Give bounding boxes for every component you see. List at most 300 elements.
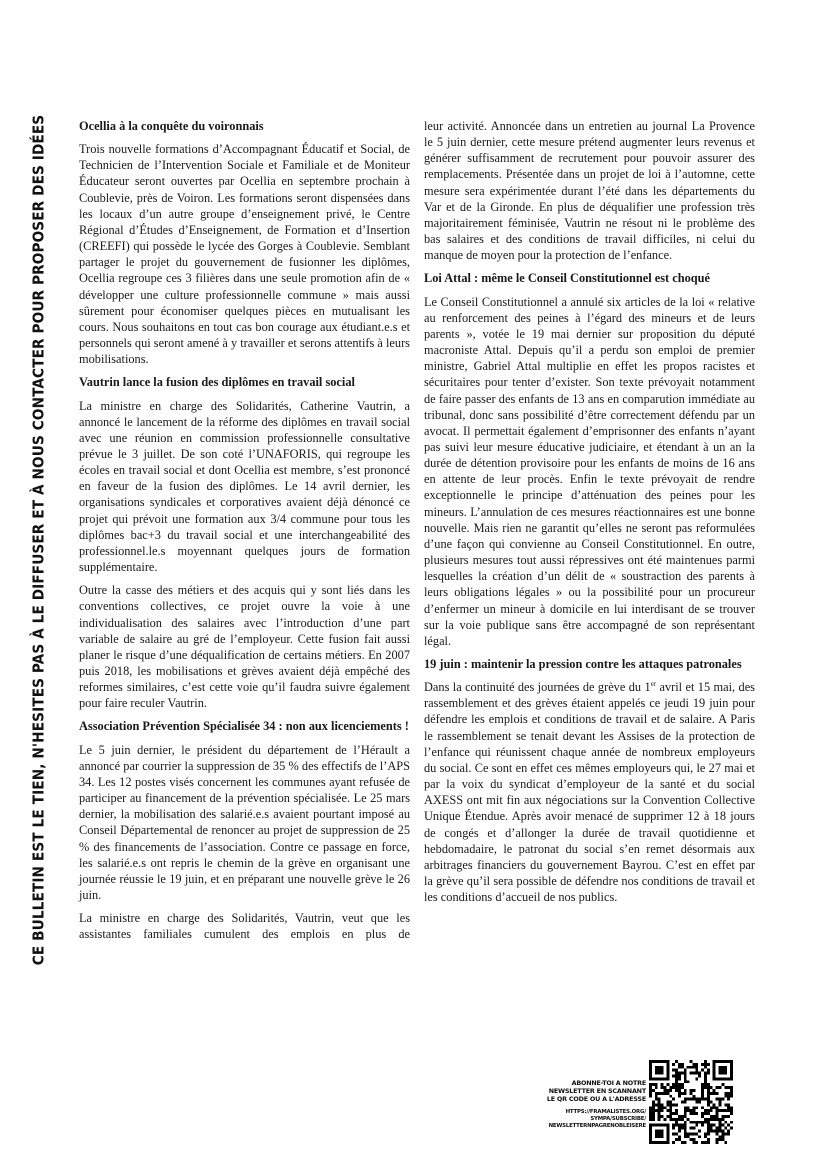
qr-module [672,1098,675,1101]
qr-module [675,1083,678,1086]
article-paragraph: La ministre en charge des Solidarités, Catherine Vautrin, a annoncé le lancement de la réforme des diplômes en travail social avec une réunion en commission professionnelle consultative prévue le 3 juillet. De son coté l’UNAFORIS, qui regroupe les écoles en travail social et dont Ocellia est membre, s’est prononcé en faveur de la fusion des diplômes. Le 14 avril dernier, les organisations syndicales et corporatives avaient déjà dénoncé ce projet qui prévoit une formation aux 3/4 commune pour tous les diplômes bac+3 du travail social et une interchangeabilité des professionnel.le.s moyennant quelques jours de formation supplémentaire. [79,398,410,575]
qr-module [666,1060,669,1080]
qr-module [672,1074,675,1077]
qr-module [684,1130,687,1133]
qr-module [681,1101,684,1104]
qr-module [687,1118,690,1121]
qr-module [663,1092,666,1095]
qr-module [678,1130,681,1133]
qr-module [658,1112,661,1115]
qr-module [652,1103,655,1106]
qr-module [727,1124,730,1127]
qr-module [678,1086,681,1089]
qr-module [658,1115,661,1118]
qr-module [721,1138,724,1141]
qr-module [675,1074,678,1077]
qr-module [707,1083,710,1086]
qr-module [724,1121,727,1124]
qr-module [675,1086,678,1089]
qr-module [675,1132,678,1135]
qr-module [669,1101,672,1104]
article-paragraph: Le Conseil Constitutionnel a annulé six articles de la loi « relative au renforcement des peines à l’égard des mineurs et de leurs parents », votée le 19 mai dernier sur proposition du député macroniste Attal. Depuis qu’il a perdu son emploi de premier ministre, Gabriel Attal multiplie en effet les propos racistes et sécuritaires pour tenter d’exister. Son texte prévoyait notamment de faire passer des enfants de 13 ans en comparution immédiate au tribunal, donc sans possibilité d’être correctement défendu par un avocat. Il permettait également d’emprisonner des enfants n’ayant pas suivi leur mesure éducative judiciaire, et étendant à un an la durée de détention provisoire pour les enfants de moins de 16 ans en attente de leur procès. Enfin le texte prévoyait de rendre exceptionnelle le principe d’atténuation des peines pour les mineurs. L’annulation de ces mesures réactionnaires est une bonne nouvelle. Mais rien ne garantit qu’elles ne seront pas reformulées d’une façon qui convienne au Conseil Constitutionnel. En outre, plusieurs mesures tout aussi répressives ont été maintenues parmi lesquelles la création d’un délit de « soustraction des parents à leurs obligations légales » ou la possibilité pour un procureur d’enfermer un mineur à domicile en lui interdisant de se trouver sur la voie publique sans être accompagné de son représentant légal. [424,294,755,648]
qr-module [716,1115,719,1118]
qr-module [655,1098,658,1101]
qr-module [727,1095,730,1098]
qr-module [672,1141,675,1144]
qr-module [649,1095,652,1098]
qr-module [727,1098,730,1101]
qr-module [658,1106,661,1109]
qr-module [678,1063,681,1066]
qr-module [695,1077,698,1080]
qr-module [710,1109,713,1112]
qr-module [730,1095,733,1098]
qr-module [675,1103,678,1106]
qr-module [675,1112,678,1115]
qr-module [666,1101,669,1104]
qr-module [672,1063,675,1066]
qr-module [704,1109,707,1112]
qr-module [663,1106,666,1109]
qr-module [724,1115,727,1118]
qr-module [669,1118,672,1121]
qr-module [687,1098,690,1101]
qr-module [698,1074,701,1077]
qr-module [669,1089,672,1092]
qr-module [681,1141,684,1144]
qr-module [719,1138,722,1141]
qr-module [684,1132,687,1135]
qr-module [678,1095,681,1098]
qr-module [727,1106,730,1109]
qr-module [724,1103,727,1106]
qr-module [692,1132,695,1135]
qr-module [701,1083,704,1086]
qr-module [695,1069,698,1072]
qr-module [716,1106,719,1109]
qr-module [707,1138,710,1141]
cta-line: ABONNE-TOI A NOTRE [571,1079,646,1087]
qr-module [678,1074,681,1077]
qr-module [727,1103,730,1106]
qr-module [661,1106,664,1109]
qr-module [675,1069,678,1072]
qr-module [727,1109,730,1112]
qr-module [690,1112,693,1115]
qr-module [672,1112,675,1115]
qr-module [687,1109,690,1112]
qr-module [713,1060,716,1080]
qr-module [669,1103,672,1106]
qr-module [727,1092,730,1095]
qr-module [716,1098,719,1101]
qr-module [684,1077,687,1080]
qr-module [701,1098,704,1101]
qr-module [716,1109,719,1112]
qr-module [684,1080,687,1083]
qr-module [730,1106,733,1109]
qr-module [655,1066,664,1075]
qr-module [681,1066,684,1069]
qr-module [655,1109,658,1112]
qr-module [649,1106,652,1109]
qr-module [649,1060,669,1063]
qr-module [701,1106,704,1109]
qr-module [678,1118,681,1121]
qr-module [678,1077,681,1080]
qr-module [707,1095,710,1098]
qr-module [678,1072,681,1075]
qr-module [719,1118,722,1132]
qr-module [713,1092,716,1095]
qr-module [681,1115,684,1118]
qr-module [721,1130,724,1133]
qr-module [727,1115,730,1118]
qr-module [730,1086,733,1089]
qr-module [701,1092,704,1095]
qr-module [684,1124,687,1127]
qr-module [675,1118,678,1121]
qr-module [666,1109,669,1112]
qr-module [692,1066,695,1069]
qr-module [724,1141,727,1144]
qr-module [658,1109,661,1112]
qr-module [704,1063,707,1066]
qr-module [707,1118,710,1132]
qr-module [716,1092,719,1095]
qr-module [704,1086,707,1089]
qr-module [704,1132,707,1135]
article-paragraph [424,679,755,905]
qr-module [721,1098,724,1101]
qr-module [649,1083,652,1086]
qr-module [666,1115,669,1118]
qr-module [695,1112,698,1115]
qr-module [678,1066,681,1069]
cta-line: NEWSLETTER EN SCANNANT [548,1087,646,1096]
qr-module [727,1130,730,1133]
qr-module [719,1098,722,1101]
qr-module [724,1086,727,1089]
qr-module [710,1106,713,1109]
qr-module [713,1089,716,1092]
qr-module [661,1086,664,1089]
qr-module [713,1106,716,1109]
qr-module [690,1060,693,1063]
qr-module [716,1141,719,1144]
qr-module [661,1092,664,1095]
qr-module [707,1069,710,1072]
qr-module [695,1098,698,1101]
qr-module [721,1118,724,1121]
qr-module [669,1095,672,1098]
qr-module [704,1141,707,1144]
qr-module [707,1141,710,1144]
qr-module [652,1112,655,1115]
qr-module [684,1121,687,1124]
qr-module [701,1124,704,1127]
qr-module [704,1074,707,1077]
qr-module [707,1132,710,1135]
qr-module [707,1103,710,1106]
qr-module [719,1066,728,1075]
qr-module [652,1106,655,1109]
qr-module [724,1127,727,1130]
newsletter-text [546,1079,646,1130]
qr-module [690,1127,693,1130]
qr-module [730,1089,733,1092]
qr-module [698,1101,701,1104]
qr-module [710,1101,713,1104]
qr-module [695,1066,698,1069]
qr-module [661,1083,664,1086]
qr-module [663,1086,666,1089]
qr-module [690,1089,693,1092]
qr-module [690,1121,693,1124]
qr-module [721,1083,724,1086]
qr-module [672,1124,675,1127]
qr-module [684,1098,687,1101]
qr-module [730,1127,733,1130]
qr-module [701,1112,704,1115]
qr-module [707,1072,710,1075]
qr-module [649,1112,652,1115]
qr-module [649,1077,669,1080]
qr-module [655,1130,664,1139]
qr-module [675,1109,678,1112]
qr-module [690,1066,693,1069]
article-paragraph: Trois nouvelle formations d’Accompagnant Éducatif et Social, de Technicien de l’Intervention Sociale et Familiale et de Moniteur Éducateur seront ouvertes par Ocellia en septembre prochain à Coublevie, près de Voiron. Les formations seront dispensées dans les locaux d’un autre groupe d’enseignement privé, le Centre Régional d’Études d’Enseignement, de Formation et d’Insertion (CREEFI) qui possède le lycée des Gorges à Coublevie. Semblant partager le projet du gouvernement de fusionner les diplômes, Ocellia regroupe ces 3 filières dans une seule promotion afin de « développer une culture professionnelle commune » mais aussi sûrement pour économiser quelques pièces en mutualisant les cours. Nous souhaitons en tout cas bon courage aux étudiant.e.s et personnels qui seront amené à y travailler et serons attentifs à leurs mobilisations. [79,142,410,367]
qr-module [681,1072,684,1075]
qr-module [719,1109,722,1112]
qr-module [684,1141,687,1144]
qr-module [704,1080,707,1083]
qr-module [704,1118,707,1121]
qr-module [649,1109,652,1112]
qr-module [655,1103,658,1106]
qr-module [713,1060,733,1063]
side-banner-text: CE BULLETIN EST LE TIEN, N'HESITES PAS À LE DIFFUSER ET À NOUS CONTACTER POUR PROPOSER DES IDÉES [29,114,48,966]
qr-module [692,1138,695,1141]
newsletter-url[interactable] [546,1109,646,1131]
column-right [424,118,755,912]
qr-module [692,1141,695,1144]
qr-module [649,1124,669,1127]
qr-module [724,1095,727,1098]
qr-module [692,1072,695,1075]
qr-module [704,1112,707,1115]
qr-module [695,1141,698,1144]
qr-module [655,1086,658,1089]
qr-module [707,1086,710,1089]
qr-module [692,1112,695,1115]
qr-module [710,1127,713,1130]
qr-module [692,1063,695,1066]
qr-module [684,1089,687,1092]
qr-module [672,1127,675,1130]
column-left [79,118,410,943]
qr-module [692,1098,695,1101]
qr-module [701,1086,704,1089]
qr-module [698,1121,701,1124]
qr-module [687,1066,690,1069]
qr-module [658,1101,661,1104]
qr-module [690,1109,693,1112]
qr-module [684,1106,687,1109]
qr-module [719,1101,722,1104]
newsletter-box [546,1058,738,1146]
qr-module [681,1063,684,1066]
qr-module [672,1086,675,1089]
qr-module [727,1132,730,1135]
article-paragraph: Outre la casse des métiers et des acquis qui y sont liés dans les conventions collectives, ce projet ouvre la voie à une individualisation des salaires avec l’introduction d’une part variable de salaire au gré de l’employeur. Cette fusion fait aussi planer le risque d’une déqualification de certains métiers. En 2007 puis 2018, les mobilisations et grèves avaient déjà empêché des reformes similaires, c’est cette voie qu’il faudra suivre également pour faire reculer Vautrin. [79,583,410,711]
qr-module [663,1118,666,1121]
qr-module [684,1072,687,1075]
qr-module [710,1086,713,1089]
qr-module [649,1141,669,1144]
qr-module [713,1077,733,1080]
qr-module [684,1127,687,1130]
qr-module [649,1060,652,1080]
qr-module [675,1138,678,1141]
qr-module [678,1124,681,1127]
qr-module [684,1112,687,1115]
qr-module [690,1098,693,1101]
qr-module [669,1109,672,1112]
url-line: NEWSLETTERNPAGRENOBLEISERE [548,1123,646,1130]
qr-module [684,1115,687,1118]
qr-module [704,1077,707,1080]
qr-module [655,1092,658,1095]
qr-module [666,1103,669,1106]
qr-module [695,1132,698,1135]
qr-module [730,1092,733,1095]
qr-module [658,1118,661,1121]
qr-module [719,1086,722,1089]
qr-module [692,1109,695,1112]
qr-module [704,1121,707,1124]
article-title: Loi Attal : même le Conseil Constitutionnel est choqué [424,271,710,286]
qr-module [658,1092,661,1095]
qr-module [721,1124,724,1127]
qr-module [666,1092,669,1095]
qr-module [690,1138,693,1141]
qr-module [704,1098,707,1101]
qr-module [675,1072,678,1075]
qr-module [684,1101,687,1104]
cta-line: LE QR CODE OU A L'ADRESSE [546,1095,646,1104]
article-title: Association Prévention Spécialisée 34 : non aux licenciements ! [79,719,409,734]
qr-module [681,1083,684,1086]
article-paragraph: La ministre en charge des Solidarités, Vautrin, veut que les assistantes familiales cumulent des emplois en plus de [79,911,410,942]
qr-code-icon[interactable] [649,1060,733,1144]
qr-module [721,1115,724,1118]
url-line: HTTPS://FRAMALISTES.ORG/ [565,1108,646,1115]
qr-module [649,1089,652,1092]
qr-module [672,1069,675,1072]
qr-module [701,1063,704,1066]
qr-module [661,1103,664,1106]
qr-module [658,1098,661,1101]
qr-module [666,1083,669,1086]
qr-module [681,1118,684,1121]
qr-module [675,1080,678,1083]
qr-module [652,1089,655,1092]
article-paragraph: Le 5 juin dernier, le président du département de l’Hérault a annoncé par courrier la suppression de 35 % des effectifs de l’APS 34. Les 12 postes visés concernent les communes ayant refusée de participer au financement de la prévention spécialisée. Le 25 mars dernier, la mobilisation des salarié.e.s avaient pourtant imposé au Conseil Départemental de renoncer au projet de suppression de 25 % des financements de l’association. Contre ce passage en force, les salarié.e.s ont repris le chemin de la grève en organisant une journée réussie le 19 juin, et en préparant une nouvelle grève le 26 juin. [79,742,410,903]
qr-module [710,1115,713,1118]
qr-module [701,1115,704,1118]
qr-module [727,1086,730,1089]
qr-module [707,1101,710,1104]
qr-module [687,1135,690,1138]
qr-module [704,1083,707,1086]
qr-module [655,1095,658,1098]
qr-module [692,1121,695,1124]
qr-module [652,1101,655,1104]
qr-module [663,1089,666,1092]
qr-module [690,1132,693,1135]
qr-module [713,1115,716,1118]
qr-module [721,1109,724,1112]
qr-module [710,1092,713,1095]
qr-module [678,1127,681,1130]
qr-module [681,1086,684,1089]
qr-module [678,1089,681,1092]
qr-module [716,1132,719,1135]
qr-module [672,1083,675,1086]
qr-module [672,1118,675,1121]
qr-module [730,1112,733,1115]
qr-module [681,1092,684,1095]
qr-module [707,1112,710,1115]
qr-module [692,1095,695,1098]
qr-module [652,1083,655,1086]
qr-module [675,1121,678,1124]
qr-module [701,1069,704,1072]
newsletter-cta [546,1079,646,1104]
qr-module [695,1121,698,1124]
qr-module [695,1101,698,1104]
qr-module [707,1089,710,1092]
qr-module [730,1121,733,1124]
qr-module [666,1089,669,1092]
qr-module [713,1124,716,1127]
qr-module [675,1077,678,1080]
qr-module [695,1124,698,1127]
qr-module [704,1066,707,1069]
qr-module [684,1109,687,1112]
ordinal-suffix: er [650,680,657,689]
qr-module [719,1135,722,1138]
qr-module [669,1106,672,1109]
qr-module [681,1124,684,1127]
qr-module [649,1086,652,1089]
qr-module [675,1124,678,1127]
qr-module [649,1124,652,1144]
qr-module [701,1141,704,1144]
qr-module [724,1092,727,1095]
qr-module [707,1092,710,1095]
qr-module [672,1103,675,1106]
qr-module [672,1132,675,1135]
article-title: Ocellia à la conquête du voironnais [79,119,264,133]
qr-module [704,1060,707,1063]
qr-module [719,1103,722,1106]
qr-module [649,1092,652,1095]
qr-module [687,1132,690,1135]
qr-module [678,1092,681,1095]
qr-module [716,1086,719,1089]
